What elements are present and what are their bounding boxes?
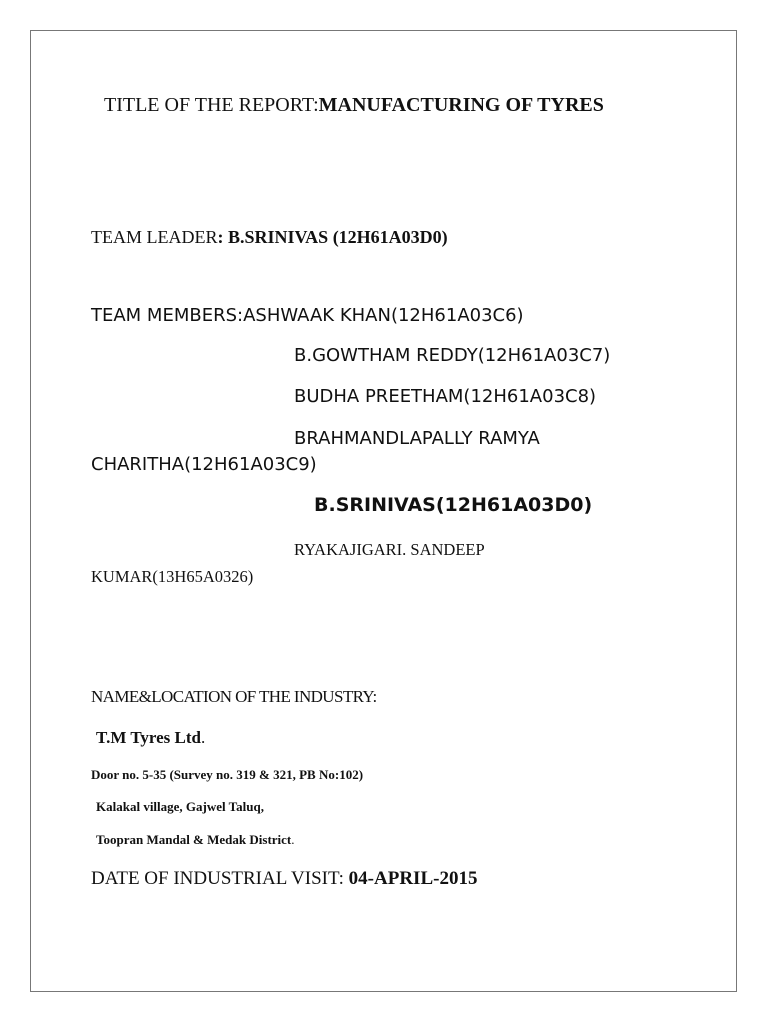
team-member-6-line1: RYAKAJIGARI. SANDEEP [294,540,485,559]
report-title-value: MANUFACTURING OF TYRES [318,94,604,116]
address-line-1 [91,767,363,783]
address-line-3 [96,832,295,848]
team-members-heading [91,305,524,326]
report-title [104,94,604,117]
team-leader-label: TEAM LEADER [91,227,218,247]
team-member-4-line2: CHARITHA(12H61A03C9) [91,454,317,475]
address-line-3-text: Toopran Mandal & Medak District [96,832,292,847]
team-members-label: TEAM MEMBERS: [91,305,244,326]
company-name-suffix: . [201,728,206,747]
address-line-2 [96,799,264,815]
address-line-2-text: Kalakal village, Gajwel Taluq, [96,799,264,814]
team-member-5: B.SRINIVAS(12H61A03D0) [314,494,593,516]
team-member-6-line2: KUMAR(13H65A0326) [91,567,254,586]
team-member-2: B.GOWTHAM REDDY(12H61A03C7) [294,345,611,366]
team-member-3: BUDHA PREETHAM(12H61A03C8) [294,386,597,407]
team-leader-value: : B.SRINIVAS (12H61A03D0) [217,227,448,247]
industry-heading: NAME&LOCATION OF THE INDUSTRY: [91,687,377,706]
visit-date-label: DATE OF INDUSTRIAL VISIT: [91,868,349,889]
company-name-text: T.M Tyres Ltd [96,728,201,747]
team-leader [91,227,448,248]
visit-date-value: 04-APRIL-2015 [348,868,478,889]
report-title-label: TITLE OF THE REPORT: [104,94,319,116]
address-line-3-suffix: . [291,832,295,847]
team-member-1: ASHWAAK KHAN(12H61A03C6) [243,305,524,326]
visit-date [91,868,477,890]
company-name [96,728,205,748]
team-member-4-line1: BRAHMANDLAPALLY RAMYA [294,428,540,449]
address-line-1-text: Door no. 5-35 (Survey no. 319 & 321, PB No:102) [91,767,364,782]
